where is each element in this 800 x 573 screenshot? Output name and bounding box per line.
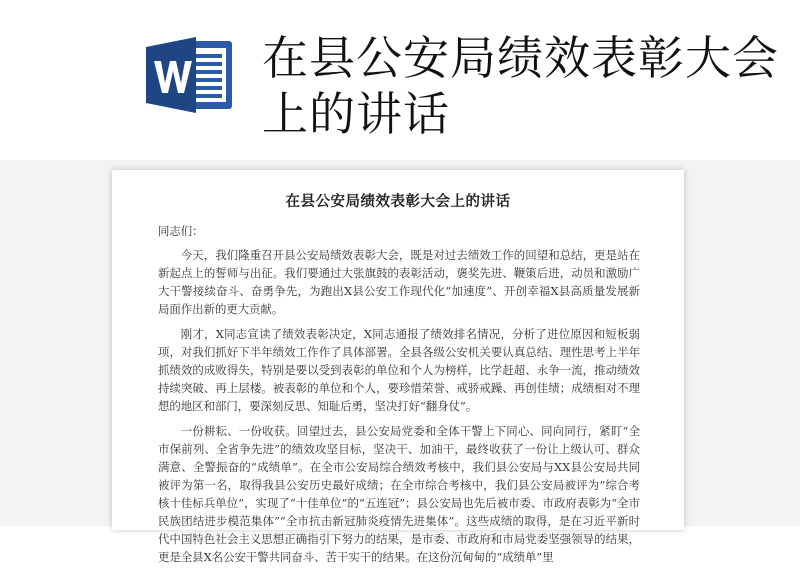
word-icon [146,33,236,117]
header-banner [0,0,800,160]
document-greeting: 同志们： [158,224,204,238]
document-paragraph: 一份耕耘、一份收获。回望过去，县公安局党委和全体干警上下同心、同向同行，紧盯“全市保前列、全省争先进”的绩效攻坚目标，坚决干、加油干，最终收获了一份让上级认可、群众满意、全警振奋的“成绩单”。在全市公安局综合绩效考核中，我们县公安局与XX县公安局共同被评为第一名，取得我县公安历史最好成绩；在全市综合考核中，我们县公安局被评为“综合考核十佳标兵单位”，实现了“十佳单位”的“五连冠”；县公安局也先后被市委、市政府表彰为“全市民族团结进步模范集体”“全市抗击新冠肺炎疫情先进集体”。这些成绩的取得，是在习近平新时代中国特色社会主义思想正确指引下努力的结果，是市委、市政府和市局党委坚强领导的结果，更是全县X名公安干警共同奋斗、苦干实干的结果。在这份沉甸甸的“成绩单”里 [158,424,640,564]
document-paragraph: 今天，我们隆重召开县公安局绩效表彰大会，既是对过去绩效工作的回望和总结，更是站在新起点上的誓师与出征。我们要通过大张旗鼓的表彰活动，褒奖先进、鞭策后进，动员和激励广大干警接续奋斗、奋勇争先，为跑出X县公安工作现代化“加速度”、开创幸福X县高质量发展新局面作出新的更大贡献。 [158,248,640,316]
document-paragraph: 刚才，X同志宣读了绩效表彰决定，X同志通报了绩效排名情况，分析了进位原因和短板弱项，对我们抓好下半年绩效工作作了具体部署。全县各级公安机关要认真总结、理性思考上半年抓绩效的成败得失，特别是要以受到表彰的单位和个人为榜样，比学赶超、永争一流，推动绩效持续突破、再上层楼。被表彰的单位和个人，要珍惜荣誉、戒骄戒躁、再创佳绩；成绩相对不理想的地区和部门，要深刻反思、知耻后勇，坚决打好“翻身仗”。 [158,327,640,413]
page-title: 在县公安局绩效表彰大会上的讲话 [262,31,779,141]
document-page [112,170,684,564]
document-body [158,222,640,573]
document-title: 在县公安局绩效表彰大会上的讲话 [285,193,511,210]
